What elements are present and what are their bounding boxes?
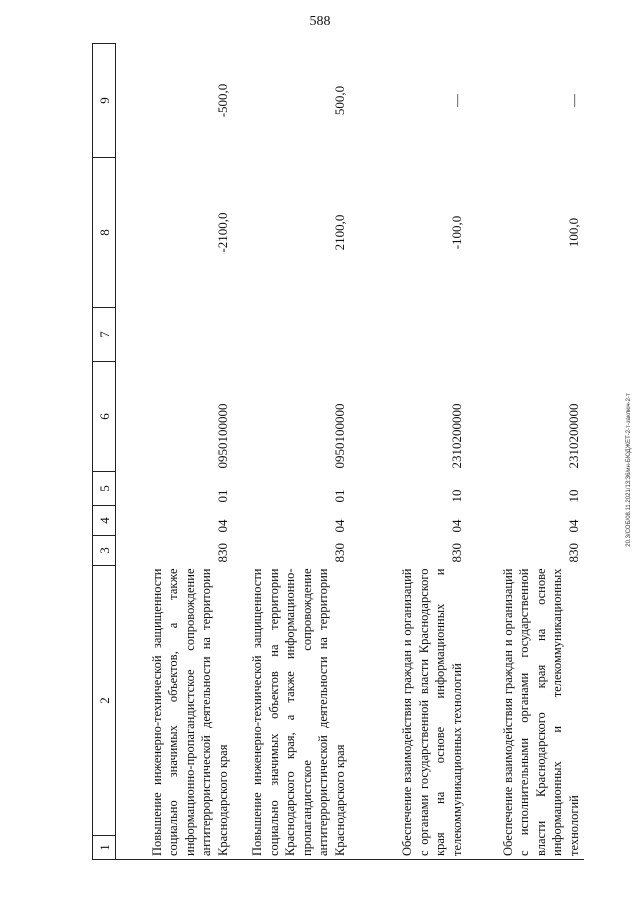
cell-c6: 0950100000 [215,403,230,469]
cell-c6: 0950100000 [332,403,347,469]
table-row [350,44,467,860]
column-header-8: 8 [93,158,116,308]
table-row [233,44,350,860]
column-header-2: 2 [93,566,116,836]
cell-c3: 830 [332,543,347,563]
cell-c5: 10 [449,489,464,503]
cell-c9: — [449,94,464,107]
cell-c4: 04 [332,519,347,533]
document-stamp-text: 20.3/COБ/08.11.2021/13:36/ин-БЮДЖЕТ-2-т-заключ-2-т [626,393,632,547]
cell-c4: 04 [215,519,230,533]
cell-c8: -100,0 [449,215,464,250]
cell-c5: 01 [215,489,230,503]
budget-table [92,43,584,860]
budget-table-container [92,44,592,860]
row-name: Повышение инженерно-технической защищенности социально значимых объектов, а также информационно-пропагандистское сопровождение антитеррористической деятельности на территории Краснодарского края [116,566,234,860]
cell-c9: -500,0 [215,83,230,118]
cell-c7 [350,308,467,362]
column-header-9: 9 [93,44,116,158]
cell-c9: 500,0 [332,85,347,116]
row-name: Обеспечение взаимодействия граждан и организаций с исполнительными органами государственной власти Краснодарского края на основе информационных и телекоммуникационных технологий [467,566,584,860]
column-header-1: 1 [93,836,116,860]
cell-c8: 100,0 [566,217,581,248]
cell-c5: 10 [566,489,581,503]
column-header-7: 7 [93,308,116,362]
cell-c8: 2100,0 [332,214,347,251]
table-row [116,44,234,860]
cell-c6: 2310200000 [449,403,464,469]
cell-c3: 830 [449,543,464,563]
cell-c3: 830 [215,543,230,563]
column-header-3: 3 [93,536,116,566]
document-stamp [624,60,634,880]
row-name: Повышение инженерно-технической защищенности социально значимых объектов на территории Краснодарского края, а также информационно-пропагандистское сопровождение антитеррористической деятельности на территории Краснодарского края [233,566,350,860]
cell-c9: — [566,94,581,107]
page-number: 588 [309,14,331,29]
column-header-6: 6 [93,362,116,472]
table-header-row [93,44,116,860]
cell-c6: 2310200000 [566,403,581,469]
cell-c7 [233,308,350,362]
cell-c4: 04 [566,519,581,533]
cell-c8: -2100,0 [215,212,230,253]
cell-c7 [467,308,584,362]
column-header-5: 5 [93,472,116,506]
cell-c4: 04 [449,519,464,533]
row-name: Обеспечение взаимодействия граждан и организаций с органами государственной власти Краснодарского края на основе информационных и телекоммуникационных технологий [350,566,467,860]
column-header-4: 4 [93,506,116,536]
cell-c7 [116,308,234,362]
cell-c3: 830 [566,543,581,563]
table-row [467,44,584,860]
cell-c5: 01 [332,489,347,503]
